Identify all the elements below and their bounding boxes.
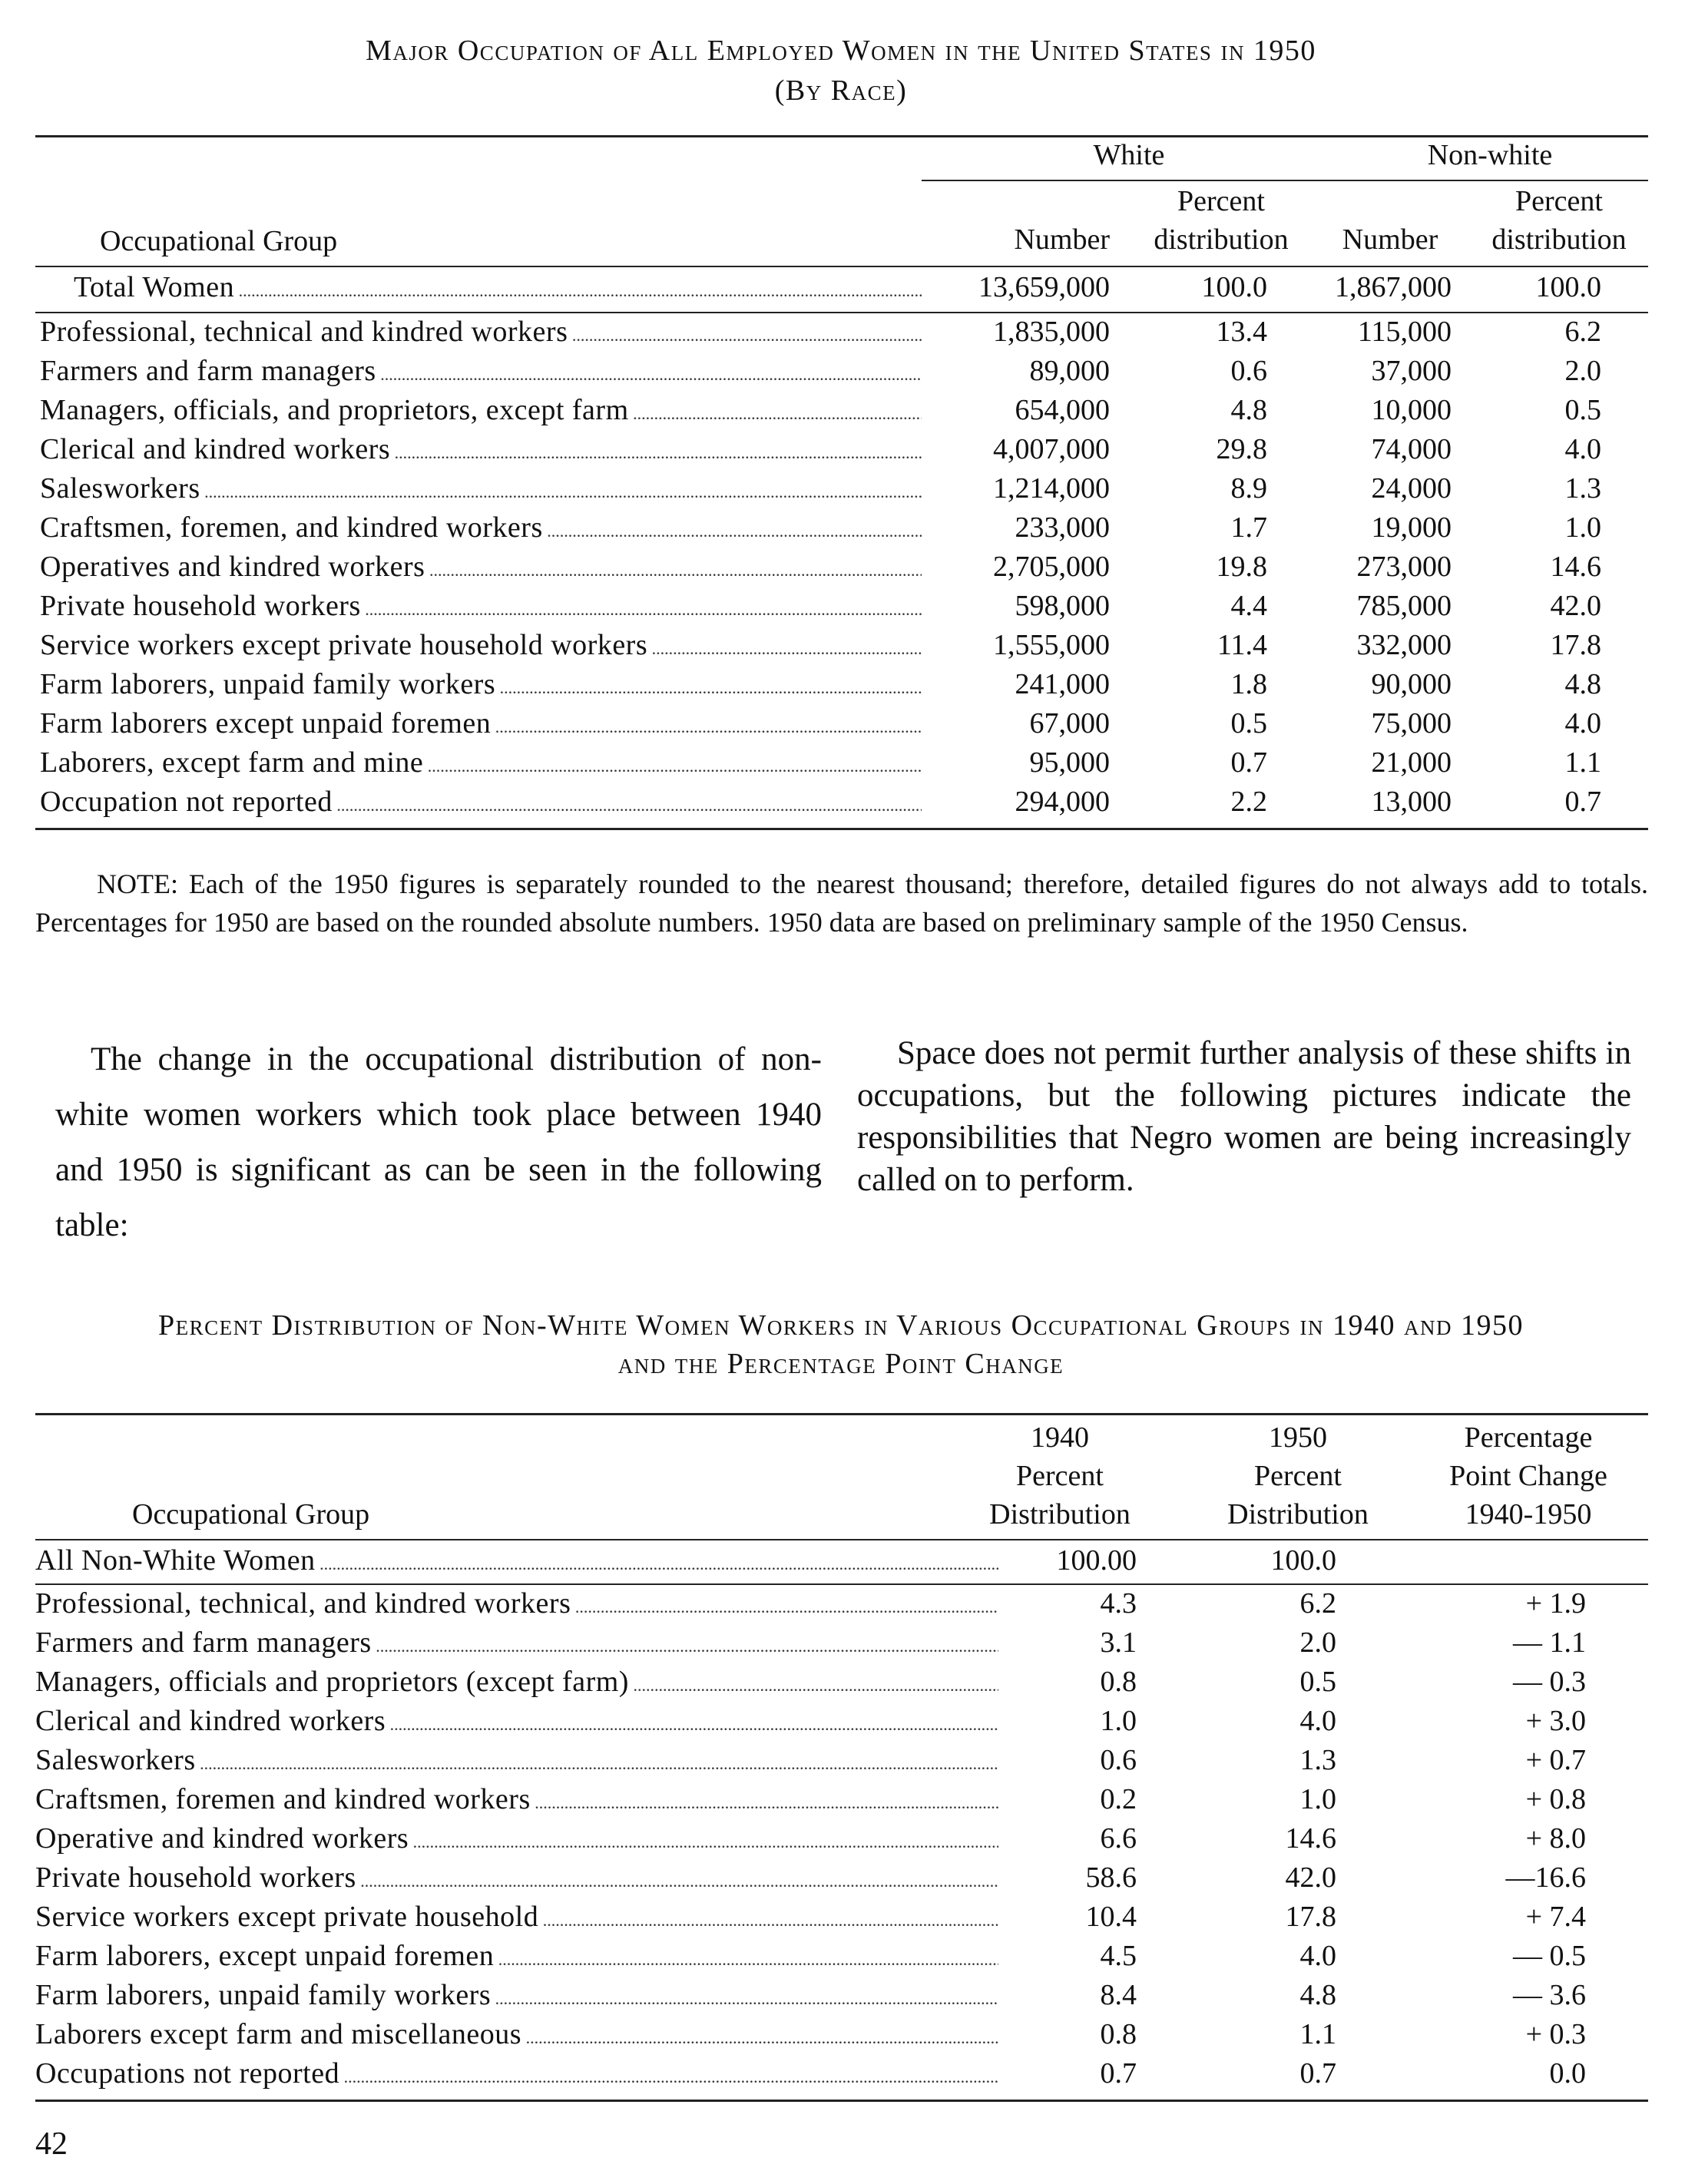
table2-total-pct-1950: 100.0 — [1270, 1544, 1336, 1577]
table2-row-change: + 0.8 — [1525, 1783, 1586, 1815]
table1-row-white-pct: 0.5 — [1230, 707, 1267, 740]
table2-row-pct-1950: 17.8 — [1285, 1901, 1336, 1933]
table1-header-occupational-group: Occupational Group — [100, 225, 338, 257]
table2-total-pct-1940: 100.00 — [1056, 1544, 1137, 1577]
table2-header-change-line2: Point Change — [1449, 1460, 1607, 1492]
table2-row-pct-1950: 6.2 — [1299, 1587, 1336, 1620]
table1-row-nonwhite-number: 24,000 — [1371, 472, 1452, 505]
table1-row-nonwhite-pct: 2.0 — [1564, 355, 1601, 387]
table1-row-white-pct: 29.8 — [1216, 433, 1267, 465]
table1-row-nonwhite-pct: 4.0 — [1564, 707, 1601, 740]
table1-row-nonwhite-pct: 0.5 — [1564, 394, 1601, 426]
table2-row-pct-1940: 58.6 — [1085, 1861, 1137, 1894]
table1-header-nonwhite-distribution: distribution — [1491, 223, 1627, 256]
table1-row-label: Laborers, except farm and mine ..... — [40, 744, 922, 785]
table2-row-change: + 1.9 — [1525, 1587, 1586, 1620]
table1-row-white-number: 89,000 — [1029, 355, 1110, 387]
table1-header-white-number: Number — [1014, 223, 1110, 256]
table1-row-white-number: 1,835,000 — [993, 316, 1110, 348]
table2-row-label: Service workers except private household ..... — [35, 1898, 998, 1939]
table2-row-change: + 0.3 — [1525, 2018, 1586, 2050]
table2-header-1950-distribution: Distribution — [1227, 1498, 1369, 1530]
table1-row-nonwhite-number: 21,000 — [1371, 746, 1452, 779]
table2-row-change: —16.6 — [1505, 1861, 1586, 1894]
table2-header-1940-percent: Percent — [1016, 1460, 1104, 1492]
table2-row-change: + 0.7 — [1525, 1744, 1586, 1776]
table2-row-pct-1940: 0.7 — [1100, 2057, 1137, 2090]
table1-header-rule — [35, 266, 1648, 267]
table1-row-nonwhite-number: 13,000 — [1371, 786, 1452, 818]
table1-row-nonwhite-number: 19,000 — [1371, 511, 1452, 544]
table2-header-1950: 1950 — [1269, 1421, 1327, 1454]
table2-row-pct-1950: 0.7 — [1299, 2057, 1336, 2090]
table1-row-nonwhite-pct: 1.0 — [1564, 511, 1601, 544]
table1-row-white-number: 654,000 — [1015, 394, 1110, 426]
table2-row-label: Laborers except farm and miscellaneous ..... — [35, 2016, 998, 2057]
table2-row-change: 0.0 — [1549, 2057, 1586, 2090]
table2-header-occupational-group: Occupational Group — [132, 1498, 370, 1530]
table2-header-1940: 1940 — [1031, 1421, 1089, 1454]
table2-row-label: Managers, officials and proprietors (except farm) ..... — [35, 1663, 998, 1704]
table1-row-white-number: 233,000 — [1015, 511, 1110, 544]
table2-row-pct-1950: 2.0 — [1299, 1626, 1336, 1659]
table2-row-pct-1940: 10.4 — [1085, 1901, 1137, 1933]
table1-row-white-number: 2,705,000 — [993, 551, 1110, 583]
table1-header-nonwhite-number: Number — [1342, 223, 1438, 256]
table1-row-white-pct: 11.4 — [1217, 629, 1267, 661]
table2-header-1940-distribution: Distribution — [989, 1498, 1131, 1530]
table1-group-rule — [922, 180, 1648, 181]
table2-header-1950-percent: Percent — [1254, 1460, 1342, 1492]
table2-row-change: — 0.3 — [1513, 1666, 1586, 1698]
table1-row-white-number: 598,000 — [1015, 590, 1110, 622]
table2-row-label: Farm laborers, unpaid family workers ..... — [35, 1977, 998, 2017]
table2-row-pct-1950: 1.1 — [1299, 2018, 1336, 2050]
paragraph-right: Space does not permit further analysis of these shifts in occupations, but the following pictures indicate the responsibilities that Negro women are being increasingly called on to perform. — [857, 1035, 1631, 1198]
page-number: 42 — [35, 2126, 68, 2162]
table2-row-pct-1940: 1.0 — [1100, 1705, 1137, 1737]
table1-row-nonwhite-pct: 14.6 — [1550, 551, 1601, 583]
table2-row-change: + 7.4 — [1525, 1901, 1586, 1933]
table1-row-label: Operatives and kindred workers ..... — [40, 548, 922, 589]
table1-row-white-number: 241,000 — [1015, 668, 1110, 700]
table2-total-label: All Non-White Women ..... — [35, 1542, 998, 1583]
table1-row-label: Private household workers ..... — [40, 587, 922, 628]
table1-row-nonwhite-number: 332,000 — [1356, 629, 1452, 661]
table1-row-white-pct: 1.7 — [1230, 511, 1267, 544]
table2-row-pct-1940: 0.8 — [1100, 1666, 1137, 1698]
table1-header-white-percent: Percent — [1177, 185, 1265, 217]
table2-row-label: Private household workers ..... — [35, 1859, 998, 1900]
table2-row-label: Operative and kindred workers ..... — [35, 1820, 998, 1861]
table1-row-nonwhite-number: 273,000 — [1356, 551, 1452, 583]
table1-row-nonwhite-number: 75,000 — [1371, 707, 1452, 740]
table1-row-label: Farm laborers except unpaid foremen ..... — [40, 705, 922, 746]
table1-header-nonwhite: Non-white — [1427, 139, 1553, 171]
table1-row-nonwhite-pct: 17.8 — [1550, 629, 1601, 661]
table1-row-label: Farm laborers, unpaid family workers ..... — [40, 666, 922, 706]
table1-row-label: Salesworkers ..... — [40, 470, 922, 511]
table1-title: Major Occupation of All Employed Women in the United States in 1950 — [366, 35, 1316, 67]
table1-row-label: Clerical and kindred workers ..... — [40, 431, 922, 472]
table1-total-nonwhite-number: 1,867,000 — [1335, 271, 1452, 303]
table1-row-white-number: 1,214,000 — [993, 472, 1110, 505]
table2-row-pct-1940: 3.1 — [1100, 1626, 1137, 1659]
table1-row-white-pct: 1.8 — [1230, 668, 1267, 700]
table2-row-pct-1940: 6.6 — [1100, 1822, 1137, 1855]
table1-header-white-distribution: distribution — [1154, 223, 1289, 256]
table1-row-white-pct: 2.2 — [1230, 786, 1267, 818]
table1-row-label: Managers, officials, and proprietors, except farm ..... — [40, 392, 922, 432]
table1-row-white-number: 95,000 — [1029, 746, 1110, 779]
table2-row-label: Salesworkers ..... — [35, 1742, 998, 1782]
table1-subtitle: (By Race) — [774, 74, 908, 107]
table1-row-nonwhite-pct: 6.2 — [1564, 316, 1601, 348]
table1-row-nonwhite-number: 90,000 — [1371, 668, 1452, 700]
table2-row-pct-1950: 1.0 — [1299, 1783, 1336, 1815]
table1-row-nonwhite-pct: 4.8 — [1564, 668, 1601, 700]
table2-bottom-rule — [35, 2100, 1648, 2102]
table1-bottom-rule — [35, 828, 1648, 830]
table2-row-change: — 0.5 — [1513, 1940, 1586, 1972]
table2-row-label: Professional, technical, and kindred workers ..... — [35, 1585, 998, 1626]
table1-row-white-number: 4,007,000 — [993, 433, 1110, 465]
table2-row-label: Farmers and farm managers ..... — [35, 1624, 998, 1665]
table1-row-white-number: 67,000 — [1029, 707, 1110, 740]
table1-row-white-number: 1,555,000 — [993, 629, 1110, 661]
table2-row-pct-1950: 14.6 — [1285, 1822, 1336, 1855]
table1-row-nonwhite-number: 115,000 — [1357, 316, 1452, 348]
table1-row-white-pct: 8.9 — [1230, 472, 1267, 505]
table1-total-label: Total Women ..... — [74, 269, 922, 309]
table2-header-change-line3: 1940-1950 — [1465, 1498, 1592, 1530]
table1-row-nonwhite-pct: 4.0 — [1564, 433, 1601, 465]
table1-row-white-number: 294,000 — [1015, 786, 1110, 818]
table2-row-pct-1940: 0.2 — [1100, 1783, 1137, 1815]
table1-row-label: Professional, technical and kindred workers ..... — [40, 313, 922, 354]
table2-row-pct-1950: 42.0 — [1285, 1861, 1336, 1894]
table1-row-white-pct: 0.7 — [1230, 746, 1267, 779]
table2-row-label: Occupations not reported ..... — [35, 2055, 998, 2096]
table2-row-pct-1950: 4.0 — [1299, 1705, 1336, 1737]
table1-note: NOTE: Each of the 1950 figures is separately rounded to the nearest thousand; therefore, detailed figures do not always add to totals. Percentages for 1950 are based on the rounded absolute numbers. 1950 data are based on preliminary sample of the 1950 Census. — [35, 869, 1648, 938]
table1-row-nonwhite-number: 37,000 — [1371, 355, 1452, 387]
table2-row-label: Clerical and kindred workers ..... — [35, 1703, 998, 1743]
table2-row-pct-1950: 1.3 — [1299, 1744, 1336, 1776]
table2-row-pct-1940: 0.6 — [1100, 1744, 1137, 1776]
table1-row-white-pct: 19.8 — [1216, 551, 1267, 583]
table1-row-nonwhite-number: 74,000 — [1371, 433, 1452, 465]
table2-row-pct-1940: 0.8 — [1100, 2018, 1137, 2050]
table1-row-white-pct: 13.4 — [1216, 316, 1267, 348]
table2-row-pct-1950: 4.8 — [1299, 1979, 1336, 2011]
table1-row-white-pct: 4.8 — [1230, 394, 1267, 426]
table2-row-label: Craftsmen, foremen and kindred workers ..... — [35, 1781, 998, 1822]
table1-total-white-pct: 100.0 — [1201, 271, 1267, 303]
table1-row-label: Occupation not reported ..... — [40, 783, 922, 824]
table2-row-change: — 1.1 — [1513, 1626, 1586, 1659]
table1-row-label: Service workers except private household workers ..... — [40, 627, 922, 667]
table1-total-nonwhite-pct: 100.0 — [1535, 271, 1601, 303]
table2-header-change-line1: Percentage — [1464, 1421, 1593, 1454]
table1-row-label: Farmers and farm managers ..... — [40, 352, 922, 393]
table1-row-nonwhite-number: 10,000 — [1371, 394, 1452, 426]
table2-row-pct-1940: 4.5 — [1100, 1940, 1137, 1972]
table2-row-pct-1940: 8.4 — [1100, 1979, 1137, 2011]
table2-row-label: Farm laborers, except unpaid foremen ..... — [35, 1937, 998, 1978]
table1-header-nonwhite-percent: Percent — [1515, 185, 1603, 217]
table2-row-pct-1950: 4.0 — [1299, 1940, 1336, 1972]
table2-row-change: — 3.6 — [1513, 1979, 1586, 2011]
paragraph-left: The change in the occupational distribution of non-white women workers which took place between 1940 and 1950 is significant as can be seen in the following table: — [55, 1041, 822, 1243]
table1-row-nonwhite-pct: 0.7 — [1564, 786, 1601, 818]
table1-row-nonwhite-number: 785,000 — [1356, 590, 1452, 622]
table1-row-label: Craftsmen, foremen, and kindred workers ..... — [40, 509, 922, 550]
table2-subtitle: and the Percentage Point Change — [617, 1348, 1064, 1380]
table2-row-change: + 3.0 — [1525, 1705, 1586, 1737]
table1-row-white-pct: 4.4 — [1230, 590, 1267, 622]
table2-title: Percent Distribution of Non-White Women Workers in Various Occupational Groups in 1940 and 1950 — [157, 1309, 1524, 1342]
table1-row-nonwhite-pct: 42.0 — [1550, 590, 1601, 622]
table2-row-pct-1950: 0.5 — [1299, 1666, 1336, 1698]
table1-header-white: White — [1093, 139, 1165, 171]
table1-row-white-pct: 0.6 — [1230, 355, 1267, 387]
table2-row-change: + 8.0 — [1525, 1822, 1586, 1855]
table1-row-nonwhite-pct: 1.3 — [1564, 472, 1601, 505]
table2-top-rule — [35, 1413, 1648, 1415]
table1-row-nonwhite-pct: 1.1 — [1564, 746, 1601, 779]
table2-header-rule — [35, 1539, 1648, 1540]
table2-row-pct-1940: 4.3 — [1100, 1587, 1137, 1620]
table1-total-white-number: 13,659,000 — [978, 271, 1110, 303]
